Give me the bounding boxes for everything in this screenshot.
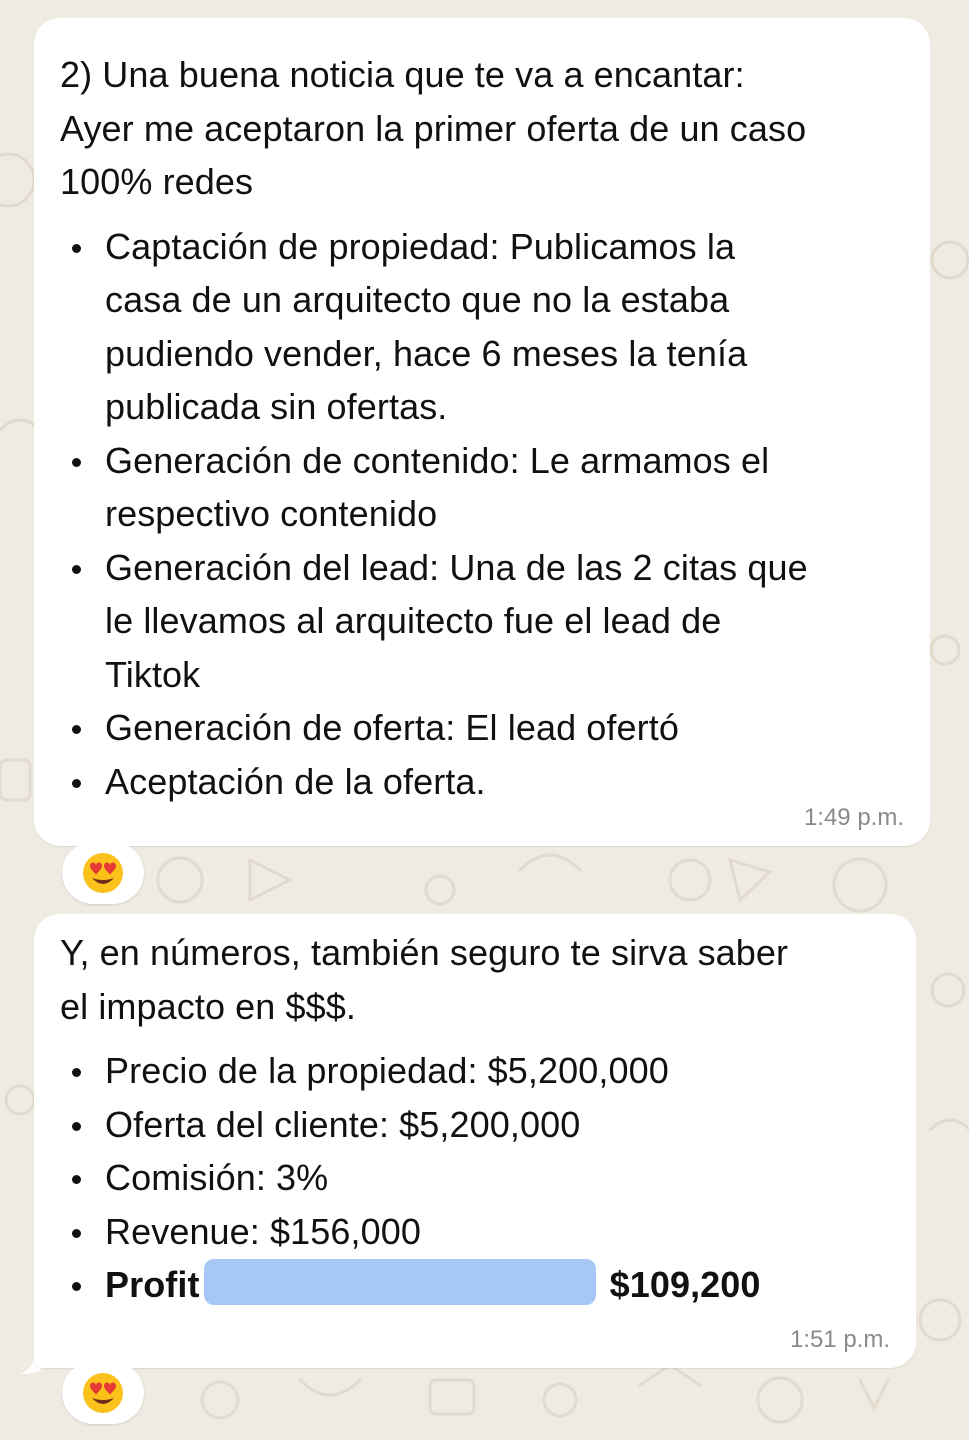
text-line: Aceptación de la oferta. [105,760,486,802]
text-line: Captación de propiedad: Publicamos la [105,225,736,267]
text-line: Y, en números, también seguro te sirva saber [60,932,789,973]
bullet-list [60,220,910,809]
profit-value: $109,200 [609,1264,761,1305]
profit-label: Profit [105,1264,200,1305]
bullet-item [60,434,910,541]
text-line: Generación de oferta: El lead ofertó [105,707,679,748]
bullet-item [60,755,910,809]
text-line: Ayer me aceptaron la primer oferta de un caso [60,107,807,149]
bullet-item [60,1098,896,1152]
text-line: pudiendo vender, hace 6 meses la tenía [105,332,748,374]
text-line: respectivo contenido [105,493,438,534]
text-line: Oferta del cliente: $5,200,000 [105,1103,581,1145]
heart-eyes-emoji-icon [82,852,124,894]
message-text [60,926,896,1312]
text-line: Comisión: 3% [105,1157,329,1198]
text-line: 100% redes [60,161,254,202]
bullet-item [60,1151,896,1205]
text-line: casa de un arquitecto que no la estaba [105,279,730,320]
bullet-item [60,1044,896,1098]
message-text [60,48,910,808]
bullet-item-profit [60,1258,896,1312]
text-line: publicada sin ofertas. [105,386,448,427]
message-intro [60,926,896,1033]
message-timestamp: 1:51 p.m. [789,1326,890,1353]
text-line: 2) Una buena noticia que te va a encantar: [60,54,745,95]
message-bubble[interactable] [34,18,930,846]
bullet-item [60,220,910,434]
bullet-item [60,541,910,702]
bullet-list [60,1044,896,1312]
text-line: Tiktok [105,653,201,695]
text-line: Generación de contenido: Le armamos el [105,439,770,481]
text-line: Precio de la propiedad: $5,200,000 [105,1050,669,1091]
text-line: el impacto en $$$. [60,985,356,1027]
reaction-badge[interactable] [62,842,144,904]
message-bubble[interactable] [34,914,916,1368]
message-timestamp: 1:49 p.m. [803,804,904,831]
heart-eyes-emoji-icon [82,1372,124,1414]
bullet-item [60,1205,896,1259]
text-line: Revenue: $156,000 [105,1210,421,1252]
bullet-item [60,701,910,755]
redaction-mark [204,1259,596,1305]
reaction-badge[interactable] [62,1362,144,1424]
message-intro [60,48,910,209]
text-line: le llevamos al arquitecto fue el lead de [105,600,722,641]
text-line: Generación del lead: Una de las 2 citas que [105,546,808,588]
